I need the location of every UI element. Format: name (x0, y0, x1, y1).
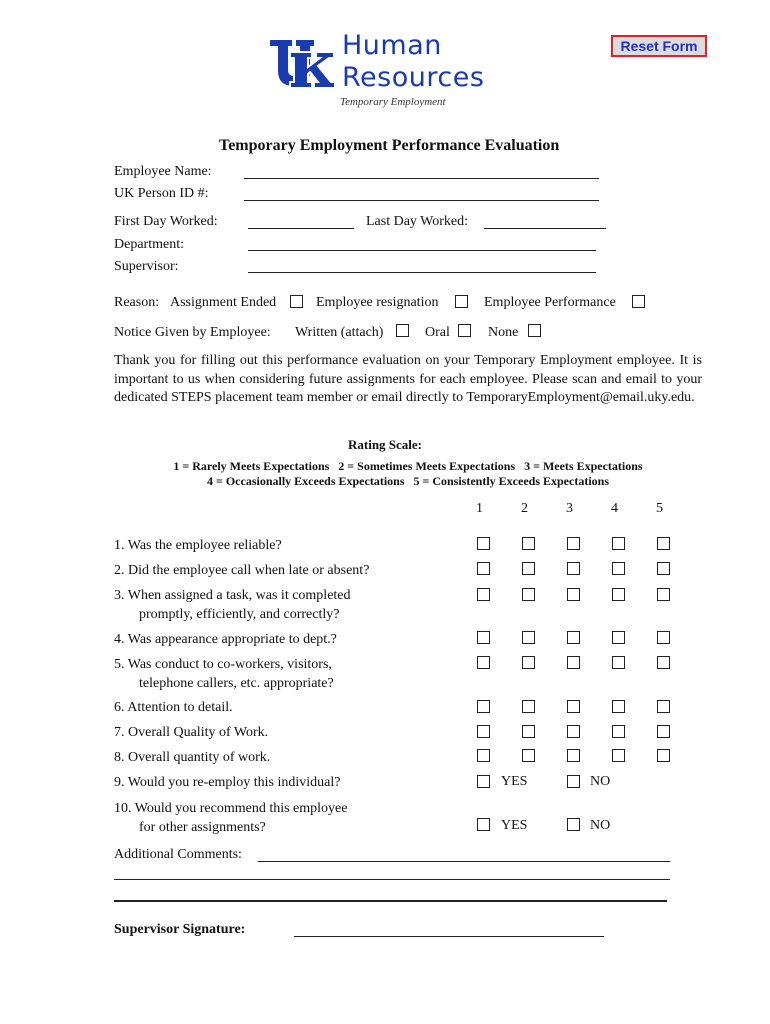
page-title: Temporary Employment Performance Evaluation (219, 137, 560, 154)
q5-rating-2-checkbox[interactable] (522, 656, 535, 669)
q2-rating-1-checkbox[interactable] (477, 562, 490, 575)
question-text: 2. Did the employee call when late or absent? (114, 563, 370, 578)
q5-rating-1-checkbox[interactable] (477, 656, 490, 669)
rating-scale-line2: 4 = Occasionally Exceeds Expectations 5 = Consistently Exceeds Expectations (207, 474, 609, 488)
reset-form-button[interactable]: Reset Form (611, 35, 707, 57)
comments-label: Additional Comments: (114, 847, 242, 862)
logo-human-text: Human (342, 30, 442, 61)
reason-resignation-label: Employee resignation (316, 295, 439, 310)
question-text: 5. Was conduct to co-workers, visitors, (114, 657, 332, 672)
question-1 (114, 537, 282, 556)
question-text-cont: promptly, efficiently, and correctly? (139, 606, 340, 622)
supervisor-label: Supervisor: (114, 259, 179, 274)
q6-rating-2-checkbox[interactable] (522, 700, 535, 713)
supervisor-field[interactable] (248, 272, 596, 273)
reason-performance-label: Employee Performance (484, 295, 616, 310)
person-id-field[interactable] (244, 200, 599, 201)
notice-oral-checkbox[interactable] (458, 324, 471, 337)
question-8 (114, 749, 270, 768)
q3-rating-1-checkbox[interactable] (477, 588, 490, 601)
logo-resources-text: Resources (342, 62, 485, 93)
reason-resignation-checkbox[interactable] (455, 295, 468, 308)
question-6 (114, 699, 233, 718)
question-text-cont: telephone callers, etc. appropriate? (139, 675, 334, 691)
q8-rating-5-checkbox[interactable] (657, 749, 670, 762)
comments-field-line1[interactable] (258, 861, 670, 862)
q5-rating-3-checkbox[interactable] (567, 656, 580, 669)
question-9 (114, 774, 340, 793)
notice-none-label: None (488, 325, 519, 340)
reason-assignment-ended-checkbox[interactable] (290, 295, 303, 308)
rating-col-3: 3 (566, 501, 573, 516)
q7-rating-1-checkbox[interactable] (477, 725, 490, 738)
question-text: 1. Was the employee reliable? (114, 538, 282, 553)
q1-rating-3-checkbox[interactable] (567, 537, 580, 550)
rating-col-1: 1 (476, 501, 483, 516)
q5-rating-5-checkbox[interactable] (657, 656, 670, 669)
q8-rating-3-checkbox[interactable] (567, 749, 580, 762)
q2-rating-5-checkbox[interactable] (657, 562, 670, 575)
q8-rating-2-checkbox[interactable] (522, 749, 535, 762)
notice-oral-label: Oral (425, 325, 450, 340)
rating-scale-line1: 1 = Rarely Meets Expectations 2 = Sometimes Meets Expectations 3 = Meets Expectations (173, 459, 643, 473)
q4-rating-5-checkbox[interactable] (657, 631, 670, 644)
q1-rating-2-checkbox[interactable] (522, 537, 535, 550)
question-7 (114, 724, 268, 743)
question-text-cont: for other assignments? (139, 819, 266, 835)
q3-rating-2-checkbox[interactable] (522, 588, 535, 601)
comments-field-line3[interactable] (114, 900, 667, 902)
question-2 (114, 562, 369, 581)
first-day-label: First Day Worked: (114, 214, 218, 229)
reason-performance-checkbox[interactable] (632, 295, 645, 308)
signature-field[interactable] (294, 936, 604, 937)
q10-yes-checkbox[interactable] (477, 818, 490, 831)
notice-none-checkbox[interactable] (528, 324, 541, 337)
rating-scale-title: Rating Scale: (347, 437, 423, 452)
q9-yes-label: YES (501, 774, 528, 789)
q1-rating-5-checkbox[interactable] (657, 537, 670, 550)
q7-rating-5-checkbox[interactable] (657, 725, 670, 738)
q6-rating-4-checkbox[interactable] (612, 700, 625, 713)
q6-rating-3-checkbox[interactable] (567, 700, 580, 713)
reason-assignment-ended-label: Assignment Ended (170, 295, 277, 310)
q7-rating-4-checkbox[interactable] (612, 725, 625, 738)
q8-rating-4-checkbox[interactable] (612, 749, 625, 762)
q3-rating-4-checkbox[interactable] (612, 588, 625, 601)
q4-rating-1-checkbox[interactable] (477, 631, 490, 644)
question-4 (114, 631, 337, 650)
question-10 (114, 800, 347, 837)
q2-rating-2-checkbox[interactable] (522, 562, 535, 575)
rating-col-2: 2 (521, 501, 528, 516)
q6-rating-1-checkbox[interactable] (477, 700, 490, 713)
question-text: 6. Attention to detail. (114, 700, 233, 715)
last-day-field[interactable] (484, 228, 606, 229)
q4-rating-4-checkbox[interactable] (612, 631, 625, 644)
question-text: 4. Was appearance appropriate to dept.? (114, 632, 337, 647)
last-day-label: Last Day Worked: (366, 214, 469, 229)
q9-yes-checkbox[interactable] (477, 775, 490, 788)
department-label: Department: (114, 237, 184, 252)
question-text: 9. Would you re-employ this individual? (114, 775, 341, 790)
q2-rating-4-checkbox[interactable] (612, 562, 625, 575)
signature-label: Supervisor Signature: (114, 922, 246, 937)
q3-rating-5-checkbox[interactable] (657, 588, 670, 601)
q1-rating-1-checkbox[interactable] (477, 537, 490, 550)
q10-yes-label: YES (501, 818, 528, 833)
question-text: 3. When assigned a task, was it completed (114, 588, 351, 603)
q10-no-label: NO (590, 818, 611, 833)
question-3 (114, 587, 351, 624)
reason-label: Reason: (114, 295, 160, 310)
employee-name-label: Employee Name: (114, 164, 212, 179)
q8-rating-1-checkbox[interactable] (477, 749, 490, 762)
q5-rating-4-checkbox[interactable] (612, 656, 625, 669)
q3-rating-3-checkbox[interactable] (567, 588, 580, 601)
person-id-label: UK Person ID #: (114, 186, 209, 201)
q2-rating-3-checkbox[interactable] (567, 562, 580, 575)
question-text: 7. Overall Quality of Work. (114, 725, 269, 740)
q1-rating-4-checkbox[interactable] (612, 537, 625, 550)
notice-written-label: Written (attach) (295, 325, 384, 340)
first-day-field[interactable] (248, 228, 354, 229)
logo-subtitle: Temporary Employment (340, 96, 446, 108)
q7-rating-2-checkbox[interactable] (522, 725, 535, 738)
q9-no-checkbox[interactable] (567, 775, 580, 788)
employee-name-field[interactable] (244, 178, 599, 179)
q4-rating-2-checkbox[interactable] (522, 631, 535, 644)
notice-written-checkbox[interactable] (396, 324, 409, 337)
comments-field-line2[interactable] (114, 879, 670, 880)
question-text: 8. Overall quantity of work. (114, 750, 271, 765)
department-field[interactable] (248, 250, 596, 251)
rating-col-5: 5 (656, 501, 663, 516)
question-5 (114, 656, 334, 693)
notice-label: Notice Given by Employee: (114, 325, 271, 340)
q7-rating-3-checkbox[interactable] (567, 725, 580, 738)
question-text: 10. Would you recommend this employee (114, 801, 348, 816)
q6-rating-5-checkbox[interactable] (657, 700, 670, 713)
uk-logo-mark (268, 38, 336, 90)
q4-rating-3-checkbox[interactable] (567, 631, 580, 644)
instructions-paragraph: Thank you for filling out this performance evaluation on your Temporary Employment employee. It is important to us when considering future assignments for each employee. Please scan and email to your dedicated STEPS placement team member or email directly to TemporaryEmployment@email.uky.edu. (114, 353, 702, 405)
rating-col-4: 4 (611, 501, 618, 516)
q9-no-label: NO (590, 774, 611, 789)
q10-no-checkbox[interactable] (567, 818, 580, 831)
